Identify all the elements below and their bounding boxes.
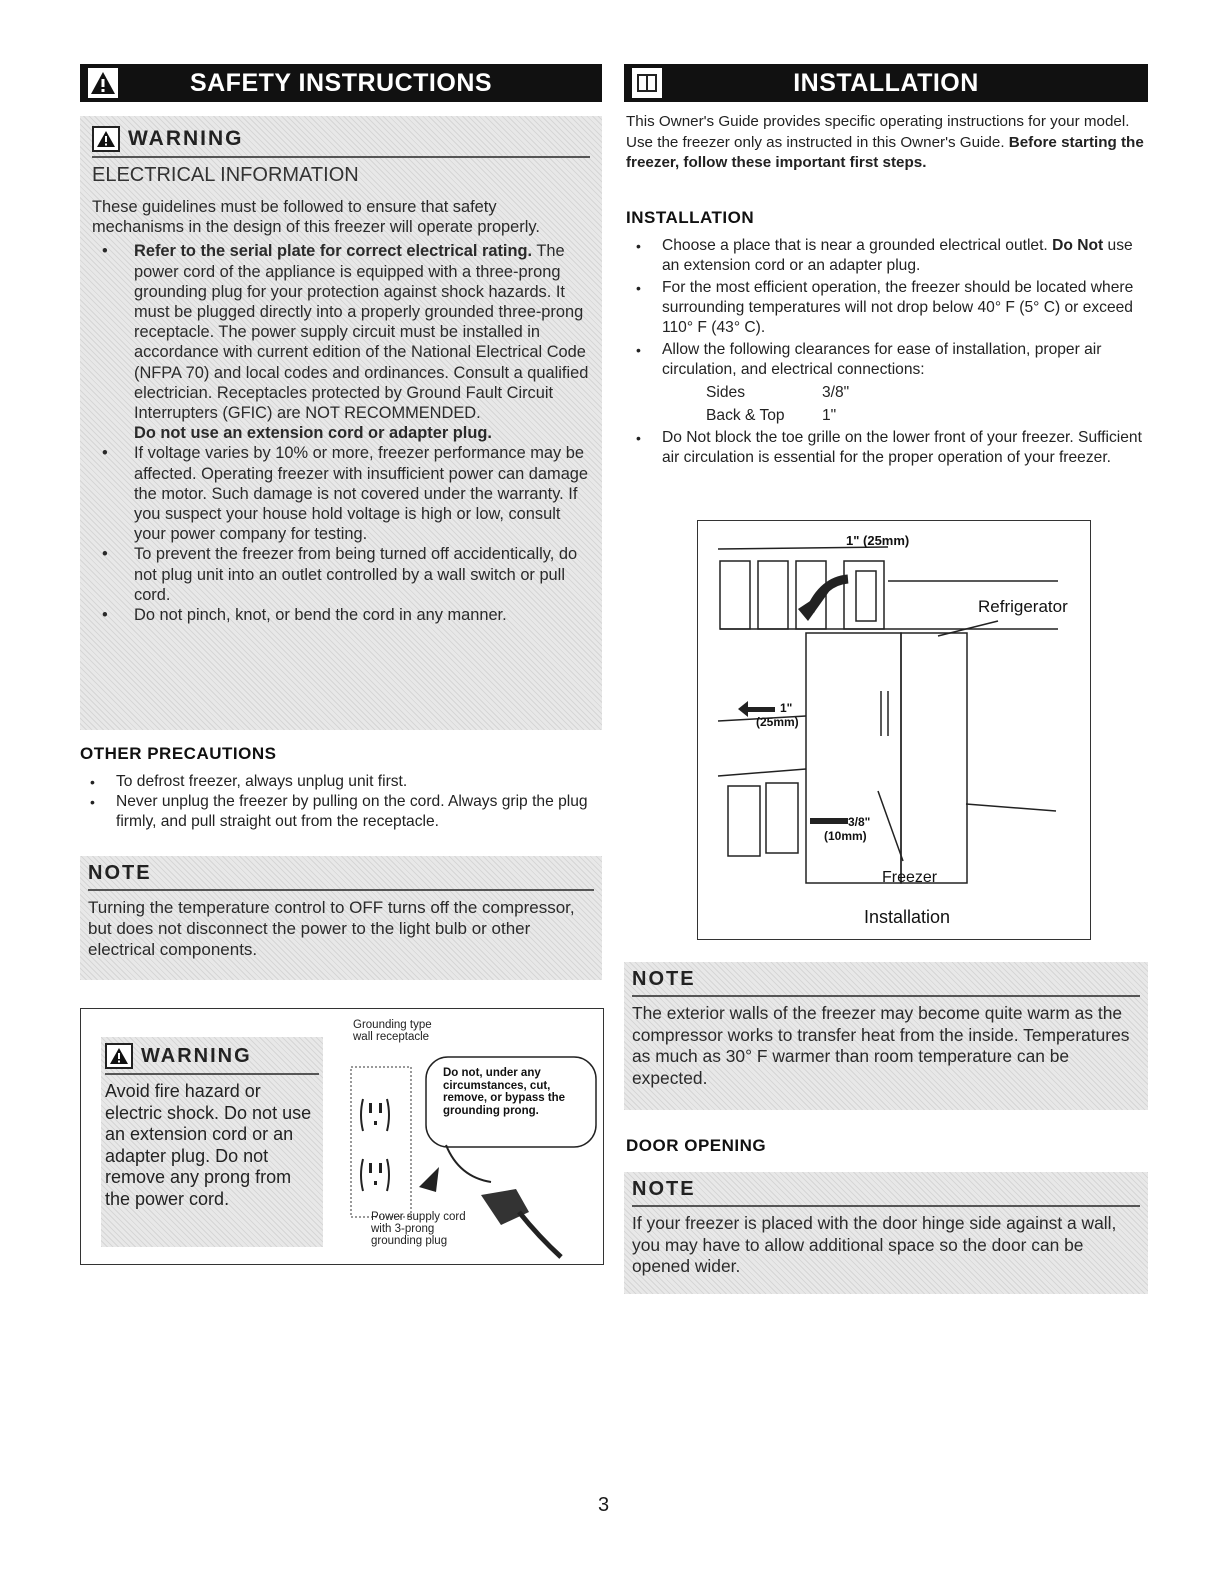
book-icon xyxy=(632,68,662,98)
divider xyxy=(92,156,590,158)
grounding-warning-panel xyxy=(80,1008,604,1265)
header-title: SAFETY INSTRUCTIONS xyxy=(189,68,493,97)
note-text: If your freezer is placed with the door hinge side against a wall, you may have to allow additional space so the door can be opened wider. xyxy=(632,1213,1117,1276)
safety-instructions-header xyxy=(80,64,602,102)
door-opening-heading: DOOR OPENING xyxy=(626,1136,767,1155)
installation-heading: INSTALLATION xyxy=(626,208,755,227)
warning-title: WARNING xyxy=(92,126,590,152)
warning-bullet: • Do not pinch, knot, or bend the cord in any manner. xyxy=(92,605,590,625)
warning-bullet: • Refer to the serial plate for correct electrical rating. The power cord of the appliance is equipped with a three-prong grounding plug for your protection against shock hazards. It must be plugged directly into a properly grounded three-prong receptacle. The power supply circuit must be installed in accordance with current edition of the National Electrical Code (NFPA 70) and local codes and ordinances. Consult a qualified electrician. Receptacles protected by Ground Fault Circuit Interrupters (GFIC) are NOT RECOMMENDED. Do not use an extension cord or adapter plug. xyxy=(92,241,590,443)
divider xyxy=(632,995,1140,997)
warning-title: WARNING xyxy=(105,1043,319,1069)
side-clearance-label: 3/8" xyxy=(848,815,871,829)
page-number: 3 xyxy=(597,1494,610,1516)
note-text: Turning the temperature control to OFF turns off the compressor, but does not disconnect the power to the light bulb or other electrical components. xyxy=(88,898,575,959)
back-clearance-label-mm: (25mm) xyxy=(756,715,799,729)
installation-diagram xyxy=(697,520,1091,940)
other-precautions-heading: OTHER PRECAUTIONS xyxy=(80,744,277,763)
plug-label: Power supply cord with 3-prong grounding plug xyxy=(371,1211,466,1247)
grounding-bubble-text: Do not, under any circumstances, cut, remove, or bypass the grounding prong. xyxy=(443,1067,566,1117)
warning-bullet: • To prevent the freezer from being turned off accidentically, do not plug unit into an outlet controlled by a wall switch or pull cord. xyxy=(92,544,590,605)
note-box-door-hinge xyxy=(624,1172,1148,1294)
diagram-caption: Installation xyxy=(864,907,951,927)
electrical-warning-box xyxy=(80,116,602,730)
warning-icon xyxy=(105,1043,133,1069)
receptacle-label: Grounding type wall receptacle xyxy=(353,1019,432,1043)
freezer-label: Freezer xyxy=(882,869,938,886)
installation-bullet: • Do Not block the toe grille on the lower front of your freezer. Sufficient air circulation is essential for the proper operation of your freezer. xyxy=(626,428,1146,468)
installation-bullet: • Allow the following clearances for ease of installation, proper air circulation, and electrical connections: xyxy=(626,340,1146,380)
side-clearance-label-mm: (10mm) xyxy=(824,829,867,843)
fire-hazard-warning xyxy=(101,1037,323,1247)
clearance-row: Sides 3/8" xyxy=(706,384,850,401)
note-text: The exterior walls of the freezer may become quite warm as the compressor works to transfer heat from the inside. Temperatures as much as 30° F warmer than room temperature can be expected. xyxy=(632,1003,1130,1088)
installation-header xyxy=(624,64,1148,102)
note-box-compressor xyxy=(80,856,602,980)
divider xyxy=(105,1073,319,1075)
installation-bullet: • Choose a place that is near a grounded electrical outlet. Do Not use an extension cord or an adapter plug. xyxy=(626,236,1146,276)
other-precautions xyxy=(80,744,604,832)
note-title: NOTE xyxy=(632,1178,696,1200)
clearance-row: Back & Top 1" xyxy=(706,407,837,424)
precaution-item: • Never unplug the freezer by pulling on the cord. Always grip the plug firmly, and pull straight out from the receptacle. xyxy=(80,792,604,832)
divider xyxy=(632,1205,1140,1207)
warning-bullet: • If voltage varies by 10% or more, freezer performance may be affected. Operating freezer with insufficient power can damage the motor. Such damage is not covered under the warranty. If you suspect your house hold voltage is high or low, consult your power company for testing. xyxy=(92,443,590,544)
note-title: NOTE xyxy=(632,968,696,990)
fire-hazard-text: Avoid fire hazard or electric shock. Do not use an extension cord or an adapter plug. Do not remove any prong from the power cord. xyxy=(105,1081,312,1209)
installation-intro: This Owner's Guide provides specific operating instructions for your model. Use the freezer only as instructed in this Owner's Guide. Before starting the freezer, follow these important first steps. xyxy=(626,113,1144,171)
back-clearance-label: 1" xyxy=(780,701,793,715)
installation-bullet: • For the most efficient operation, the freezer should be located where surrounding temperatures will not drop below 40° F (5° C) or exceed 110° F (43° C). xyxy=(626,278,1146,338)
header-title: INSTALLATION xyxy=(793,68,979,97)
warning-icon xyxy=(92,126,120,152)
divider xyxy=(88,889,594,891)
installation-section xyxy=(626,208,1146,468)
warning-intro: These guidelines must be followed to ensure that safety mechanisms in the design of this freezer will operate properly. xyxy=(92,198,540,237)
electrical-info-subtitle: ELECTRICAL INFORMATION xyxy=(92,164,359,186)
warning-triangle-icon xyxy=(88,68,118,98)
refrigerator-label: Refrigerator xyxy=(978,597,1068,616)
note-title: NOTE xyxy=(88,862,152,884)
top-clearance-label: 1" (25mm) xyxy=(846,533,910,548)
note-box-exterior-walls xyxy=(624,962,1148,1110)
precaution-item: • To defrost freezer, always unplug unit first. xyxy=(80,772,604,792)
